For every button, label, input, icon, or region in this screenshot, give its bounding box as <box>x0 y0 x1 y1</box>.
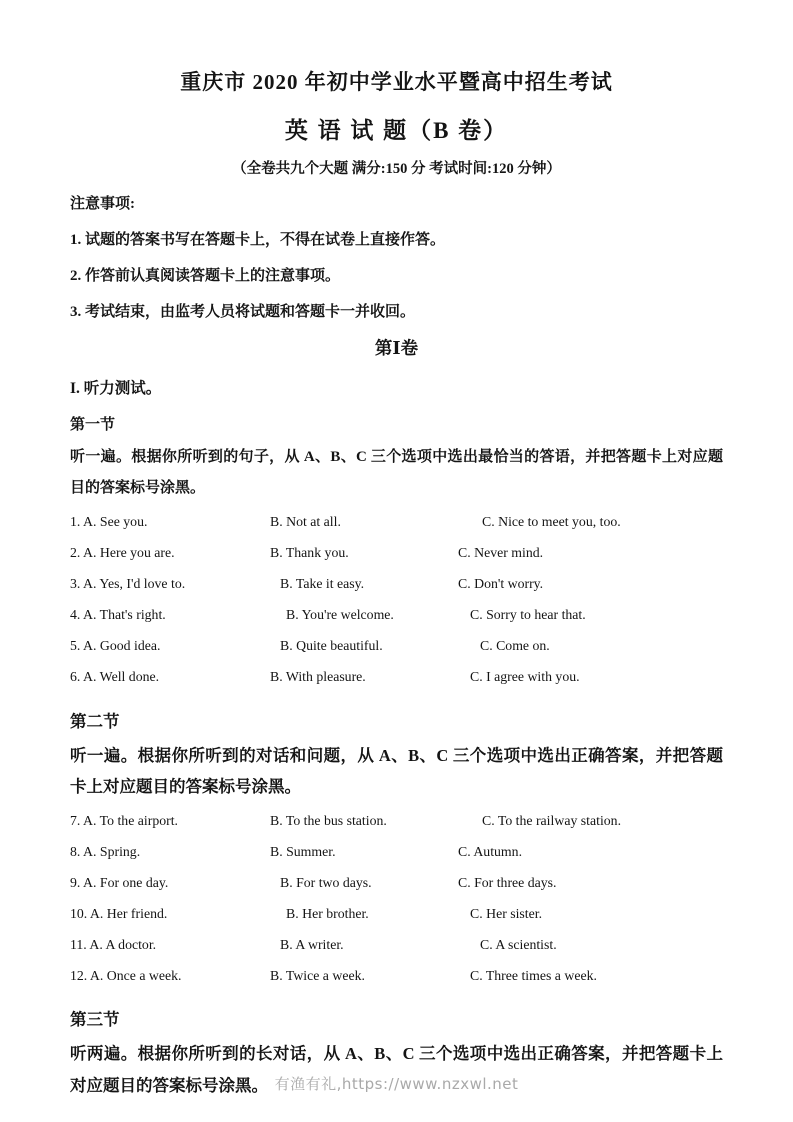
option-c: C. Sorry to hear that. <box>470 607 586 622</box>
question-list-1 <box>70 507 723 693</box>
option-a: 3. A. Yes, I'd love to. <box>70 576 186 591</box>
option-b: B. Take it easy. <box>280 576 365 591</box>
question-row-6 <box>70 662 723 693</box>
option-c: C. For three days. <box>458 874 557 890</box>
option-c: C. Come on. <box>480 638 550 653</box>
option-a: 10. A. Her friend. <box>70 905 168 921</box>
question-row-1 <box>70 507 723 538</box>
option-b: B. Quite beautiful. <box>280 638 383 653</box>
question-row-9 <box>70 867 723 898</box>
option-c: C. I agree with you. <box>470 669 580 684</box>
option-a: 7. A. To the airport. <box>70 812 178 828</box>
question-row-3 <box>70 569 723 600</box>
option-c: C. Don't worry. <box>458 576 544 591</box>
option-a: 12. A. Once a week. <box>70 967 182 983</box>
option-b: B. Twice a week. <box>270 967 365 983</box>
option-a: 6. A. Well done. <box>70 669 160 684</box>
notice-item-3: 3. 考试结束，由监考人员将试题和答题卡一并收回。 <box>70 304 416 320</box>
option-b: B. You're welcome. <box>286 607 394 622</box>
option-c: C. Never mind. <box>458 545 544 560</box>
option-a: 4. A. That's right. <box>70 607 166 622</box>
question-row-11 <box>70 929 723 960</box>
question-row-10 <box>70 898 723 929</box>
question-row-12 <box>70 960 723 991</box>
exam-title: 重庆市 2020 年初中学业水平暨高中招生考试 <box>180 70 613 94</box>
notice-item-2: 2. 作答前认真阅读答题卡上的注意事项。 <box>70 268 341 284</box>
question-row-2 <box>70 538 723 569</box>
watermark-footer <box>0 1073 793 1094</box>
exam-meta-line: （全卷共九个大题 满分:150 分 考试时间:120 分钟） <box>232 161 561 177</box>
subsection-1-instruction: 听一遍。根据你所听到的句子，从 A、B、C 三个选项中选出最恰当的答语，并把答题卡上对应题目的答案标号涂黑。 <box>70 449 723 496</box>
option-c: C. Three times a week. <box>470 967 597 983</box>
option-c: C. Autumn. <box>458 843 523 859</box>
option-a: 2. A. Here you are. <box>70 545 175 560</box>
option-a: 8. A. Spring. <box>70 843 141 859</box>
option-b: B. Her brother. <box>286 905 369 921</box>
option-b: B. A writer. <box>280 936 344 952</box>
notice-item-1: 1. 试题的答案书写在答题卡上，不得在试卷上直接作答。 <box>70 232 446 248</box>
watermark-text: 有渔有礼,https://www.nzxwl.net <box>274 1075 519 1093</box>
part-1-heading: 第Ⅰ卷 <box>374 338 419 358</box>
question-row-8 <box>70 836 723 867</box>
option-c: C. A scientist. <box>480 936 557 952</box>
option-a: 1. A. See you. <box>70 514 148 529</box>
option-b: B. With pleasure. <box>270 669 366 684</box>
section-listening-heading: I. 听力测试。 <box>70 380 162 397</box>
option-b: B. For two days. <box>280 874 372 890</box>
option-b: B. Summer. <box>270 843 336 859</box>
option-c: C. To the railway station. <box>482 812 622 828</box>
option-c: C. Her sister. <box>470 905 543 921</box>
subsection-3-instruction: 听两遍。根据你所听到的长对话，从 A、B、C 三个选项中选出正确答案，并把答题卡上对应题目的答案标号涂黑。 <box>70 1044 723 1095</box>
option-a: 11. A. A doctor. <box>70 936 157 952</box>
subsection-1-label: 第一节 <box>70 417 116 433</box>
option-c: C. Nice to meet you, too. <box>482 514 621 529</box>
option-b: B. Thank you. <box>270 545 349 560</box>
option-a: 9. A. For one day. <box>70 874 169 890</box>
question-row-7 <box>70 805 723 836</box>
option-b: B. Not at all. <box>270 514 341 529</box>
notice-heading: 注意事项: <box>70 196 135 212</box>
option-a: 5. A. Good idea. <box>70 638 161 653</box>
option-b: B. To the bus station. <box>270 812 387 828</box>
exam-subtitle: 英 语 试 题（B 卷） <box>284 118 509 143</box>
subsection-3-label: 第三节 <box>70 1010 120 1030</box>
question-row-4 <box>70 600 723 631</box>
subsection-2-label: 第二节 <box>70 711 120 731</box>
question-list-2 <box>70 805 723 991</box>
subsection-2-instruction: 听一遍。根据你所听到的对话和问题，从 A、B、C 三个选项中选出正确答案，并把答题卡上对应题目的答案标号涂黑。 <box>70 745 723 796</box>
question-row-5 <box>70 631 723 662</box>
